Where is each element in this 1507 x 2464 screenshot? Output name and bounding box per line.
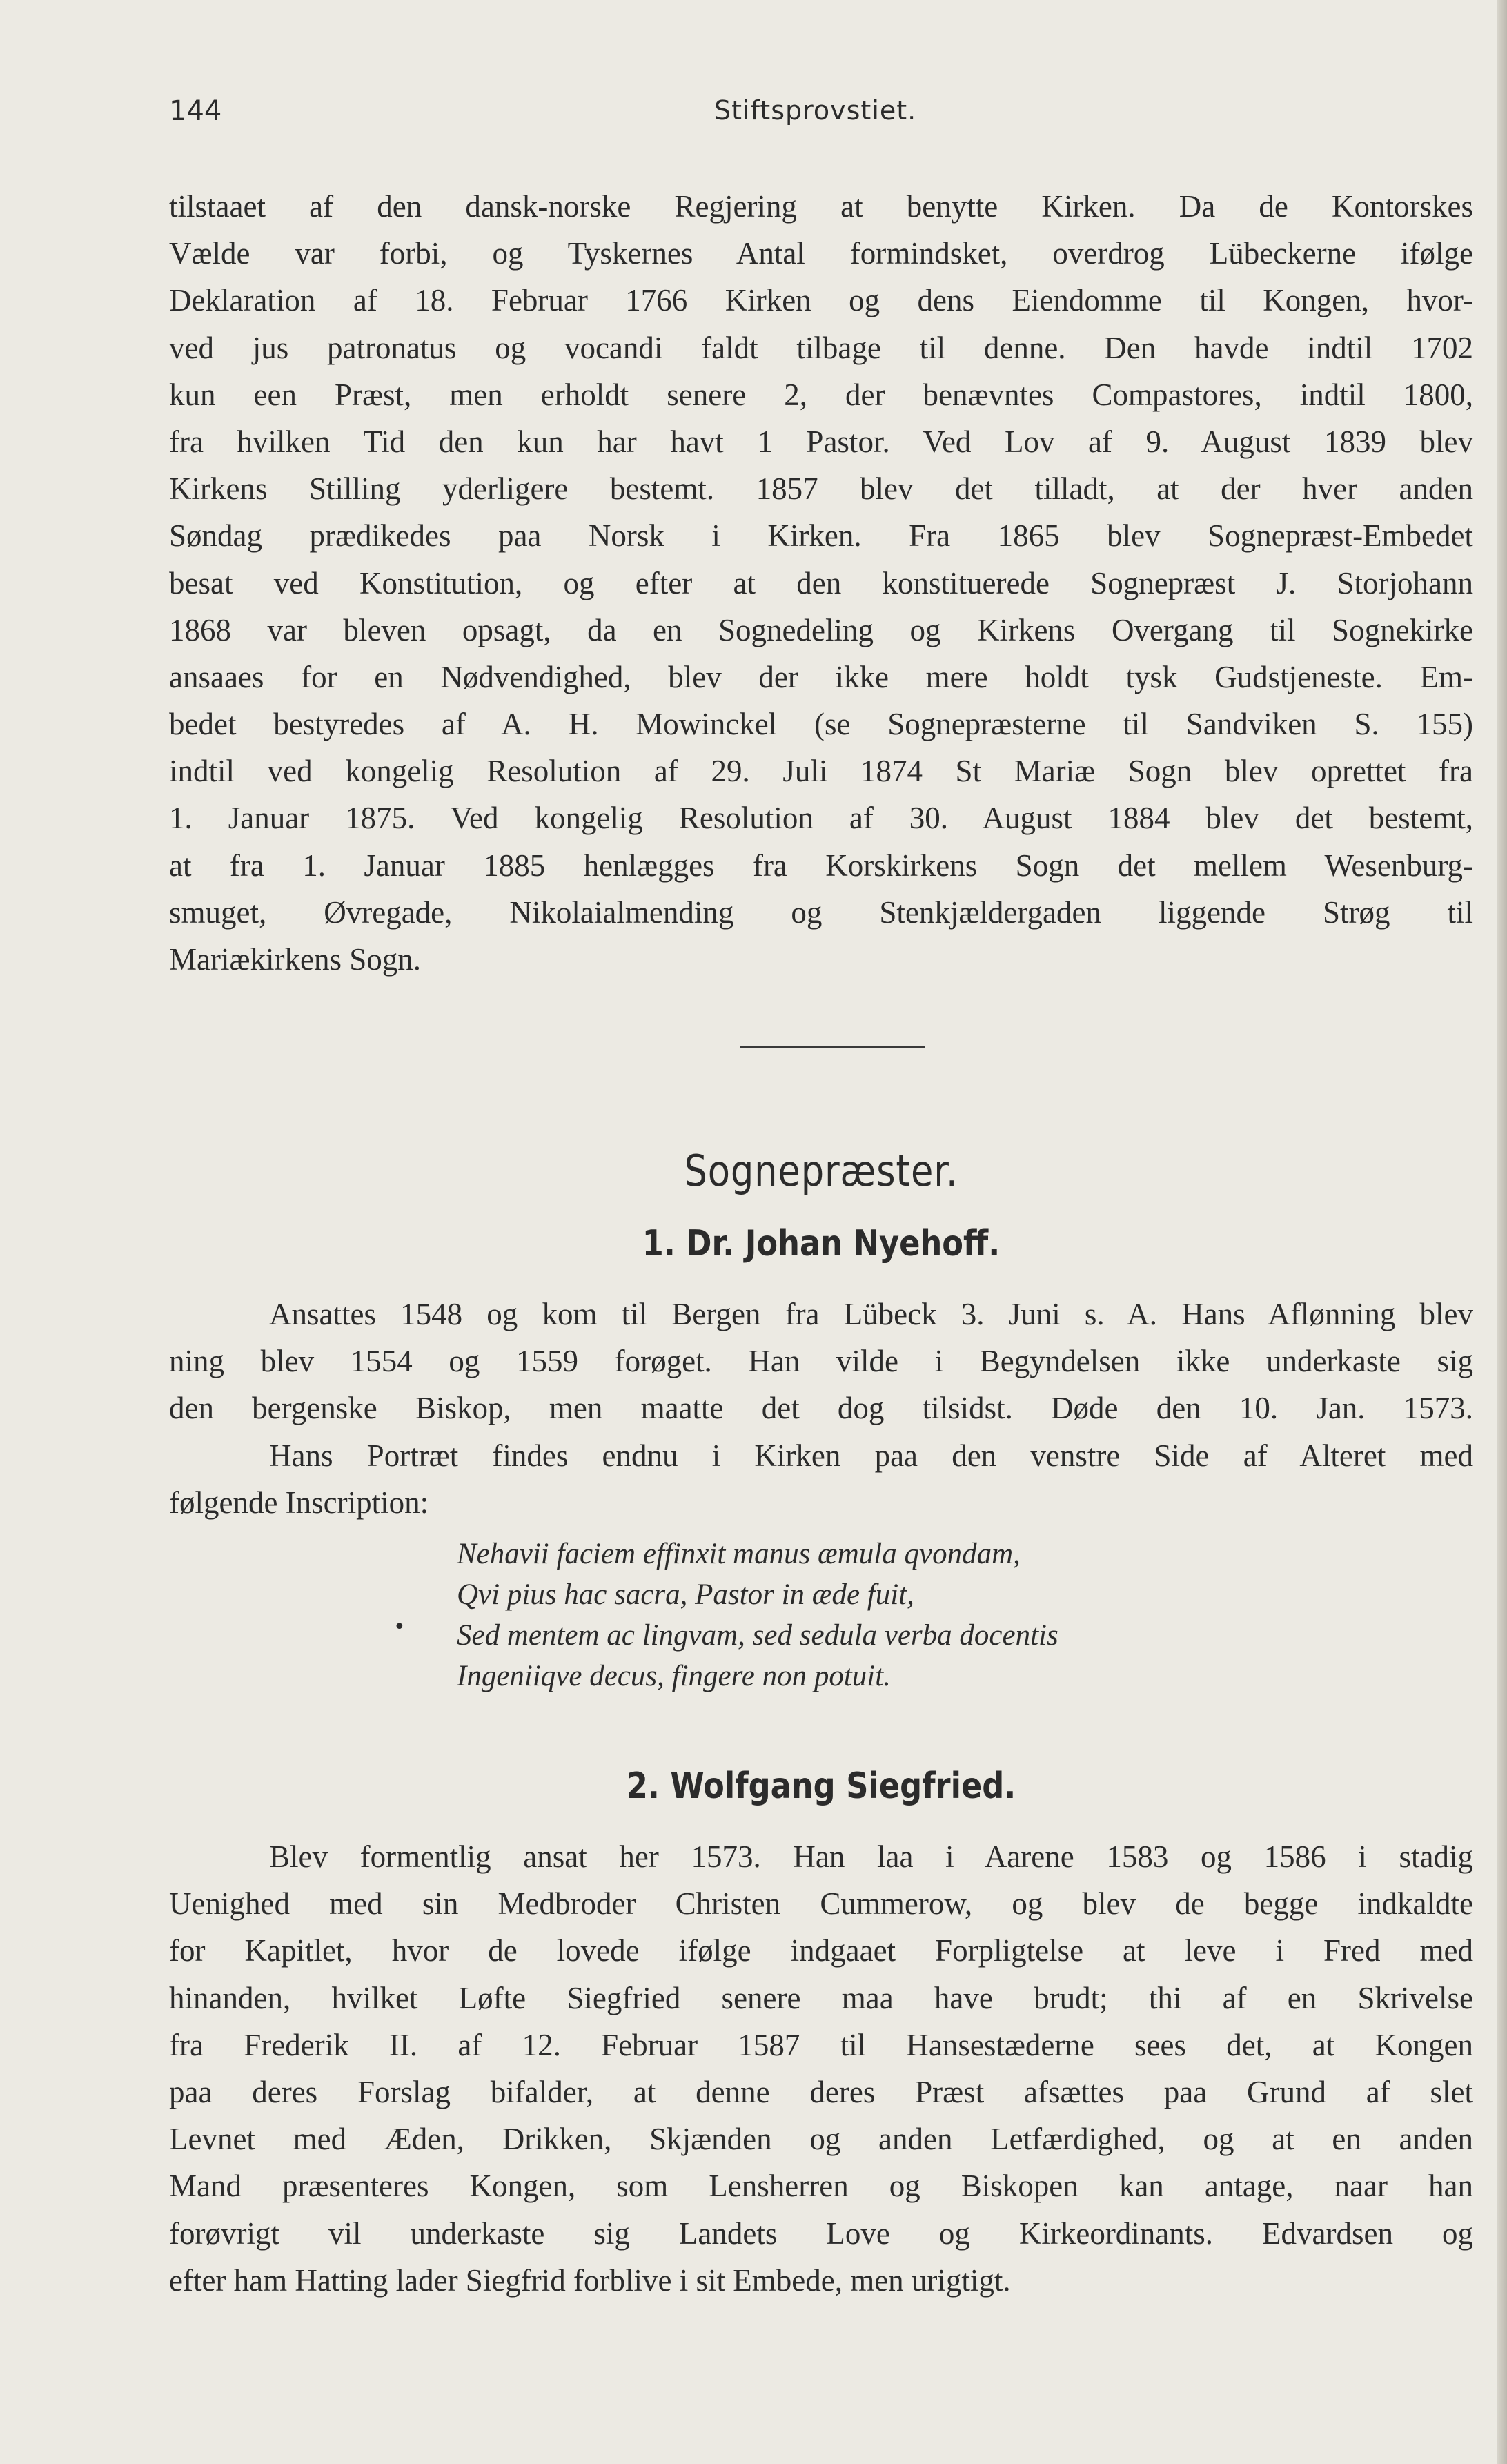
text-line: bedet bestyredes af A. H. Mowinckel (se Sognepræsterne til Sandviken S. 155) bbox=[169, 707, 1473, 742]
verse-line: Nehavii faciem effinxit manus æmula qvondam, bbox=[457, 1538, 1021, 1570]
verse-line: Sed mentem ac lingvam, sed sedula verba docentis bbox=[457, 1619, 1058, 1652]
latin-inscription bbox=[457, 1534, 1285, 1697]
text-line: efter ham Hatting lader Siegfrid forblive i sit Embede, men urigtigt. bbox=[169, 2262, 1011, 2298]
text-line: forøvrigt vil underkaste sig Landets Love og Kirkeordinants. Edvardsen og bbox=[169, 2216, 1473, 2251]
text-line: Kirkens Stilling yderligere bestemt. 1857 blev det tilladt, at der hver anden bbox=[169, 471, 1473, 507]
entry-paragraph-1 bbox=[169, 1291, 1473, 1526]
text-line: Vælde var forbi, og Tyskernes Antal formindsket, overdrog Lübeckerne ifølge bbox=[169, 236, 1473, 271]
text-line: Blev formentlig ansat her 1573. Han laa i Aarene 1583 og 1586 i stadig bbox=[269, 1839, 1473, 1874]
text-line: ning blev 1554 og 1559 forøget. Han vilde i Begyndelsen ikke underkaste sig bbox=[169, 1344, 1473, 1379]
text-line: at fra 1. Januar 1885 henlægges fra Korskirkens Sogn det mellem Wesenburg- bbox=[169, 848, 1473, 883]
page-header bbox=[169, 95, 1473, 137]
text-line: Hans Portræt findes endnu i Kirken paa den venstre Side af Alteret med bbox=[269, 1438, 1473, 1473]
text-line: Deklaration af 18. Februar 1766 Kirken og dens Eiendomme til Kongen, hvor- bbox=[169, 283, 1473, 318]
text-line: besat ved Konstitution, og efter at den konstituerede Sognepræst J. Storjohann bbox=[169, 565, 1473, 600]
text-line: ansaaes for en Nødvendighed, blev der ikke mere holdt tysk Gudstjeneste. Em- bbox=[169, 659, 1473, 694]
text-line: Levnet med Æden, Drikken, Skjænden og anden Letfærdighed, og at en anden bbox=[169, 2122, 1473, 2157]
text-line: paa deres Forslag bifalder, at denne deres Præst afsættes paa Grund af slet bbox=[169, 2074, 1473, 2109]
text-line: for Kapitlet, hvor de lovede ifølge indgaaet Forpligtelse at leve i Fred med bbox=[169, 1933, 1473, 1968]
text-line: Uenighed med sin Medbroder Christen Cummerow, og blev de begge indkaldte bbox=[169, 1886, 1473, 1922]
text-line: hinanden, hvilket Løfte Siegfried senere maa have brudt; thi af en Skrivelse bbox=[169, 1980, 1473, 2015]
text-line: fra hvilken Tid den kun har havt 1 Pastor. Ved Lov af 9. August 1839 blev bbox=[169, 424, 1473, 459]
running-head: Stiftsprovstiet. bbox=[714, 95, 917, 126]
text-line: smuget, Øvregade, Nikolaialmending og Stenkjældergaden liggende Strøg til bbox=[169, 894, 1473, 930]
entry-paragraph-2 bbox=[169, 1833, 1473, 2304]
text-line: fra Frederik II. af 12. Februar 1587 til Hansestæderne sees det, at Kongen bbox=[169, 2027, 1473, 2062]
page-edge bbox=[1497, 0, 1507, 2464]
text-line: Ansattes 1548 og kom til Bergen fra Lübeck 3. Juni s. A. Hans Aflønning blev bbox=[269, 1297, 1473, 1331]
text-line: indtil ved kongelig Resolution af 29. Juli 1874 St Mariæ Sogn blev oprettet fra bbox=[169, 754, 1473, 789]
text-line: følgende Inscription: bbox=[169, 1485, 429, 1520]
verse-line: Qvi pius hac sacra, Pastor in æde fuit, bbox=[457, 1578, 914, 1611]
text-line: Søndag prædikedes paa Norsk i Kirken. Fra 1865 blev Sognepræst-Embedet bbox=[169, 518, 1473, 554]
page-number: 144 bbox=[169, 95, 222, 127]
section-title: Sognepræster. bbox=[684, 1146, 958, 1196]
text-line: tilstaaet af den dansk-norske Regjering at benytte Kirken. Da de Kontorskes bbox=[169, 189, 1473, 224]
verse-line: Ingeniiqve decus, fingere non potuit. bbox=[457, 1660, 891, 1692]
text-line: Mariækirkens Sogn. bbox=[169, 942, 421, 977]
text-line: 1. Januar 1875. Ved kongelig Resolution af 30. August 1884 blev det bestemt, bbox=[169, 801, 1473, 836]
entry-heading-1: 1. Dr. Johan Nyehoff. bbox=[642, 1223, 1001, 1264]
text-line: 1868 var bleven opsagt, da en Sognedeling og Kirkens Overgang til Sognekirke bbox=[169, 612, 1473, 647]
bullet-mark-icon: • bbox=[393, 1615, 406, 1639]
intro-paragraph bbox=[169, 183, 1473, 983]
text-line: Mand præsenteres Kongen, som Lensherren og Biskopen kan antage, naar han bbox=[169, 2169, 1473, 2204]
text-line: kun een Præst, men erholdt senere 2, der benævntes Compastores, indtil 1800, bbox=[169, 377, 1473, 412]
entry-heading-2: 2. Wolfgang Siegfried. bbox=[626, 1766, 1016, 1807]
text-line: ved jus patronatus og vocandi faldt tilbage til denne. Den havde indtil 1702 bbox=[169, 330, 1473, 365]
section-divider bbox=[740, 1046, 925, 1048]
text-line: den bergenske Biskop, men maatte det dog tilsidst. Døde den 10. Jan. 1573. bbox=[169, 1391, 1473, 1426]
